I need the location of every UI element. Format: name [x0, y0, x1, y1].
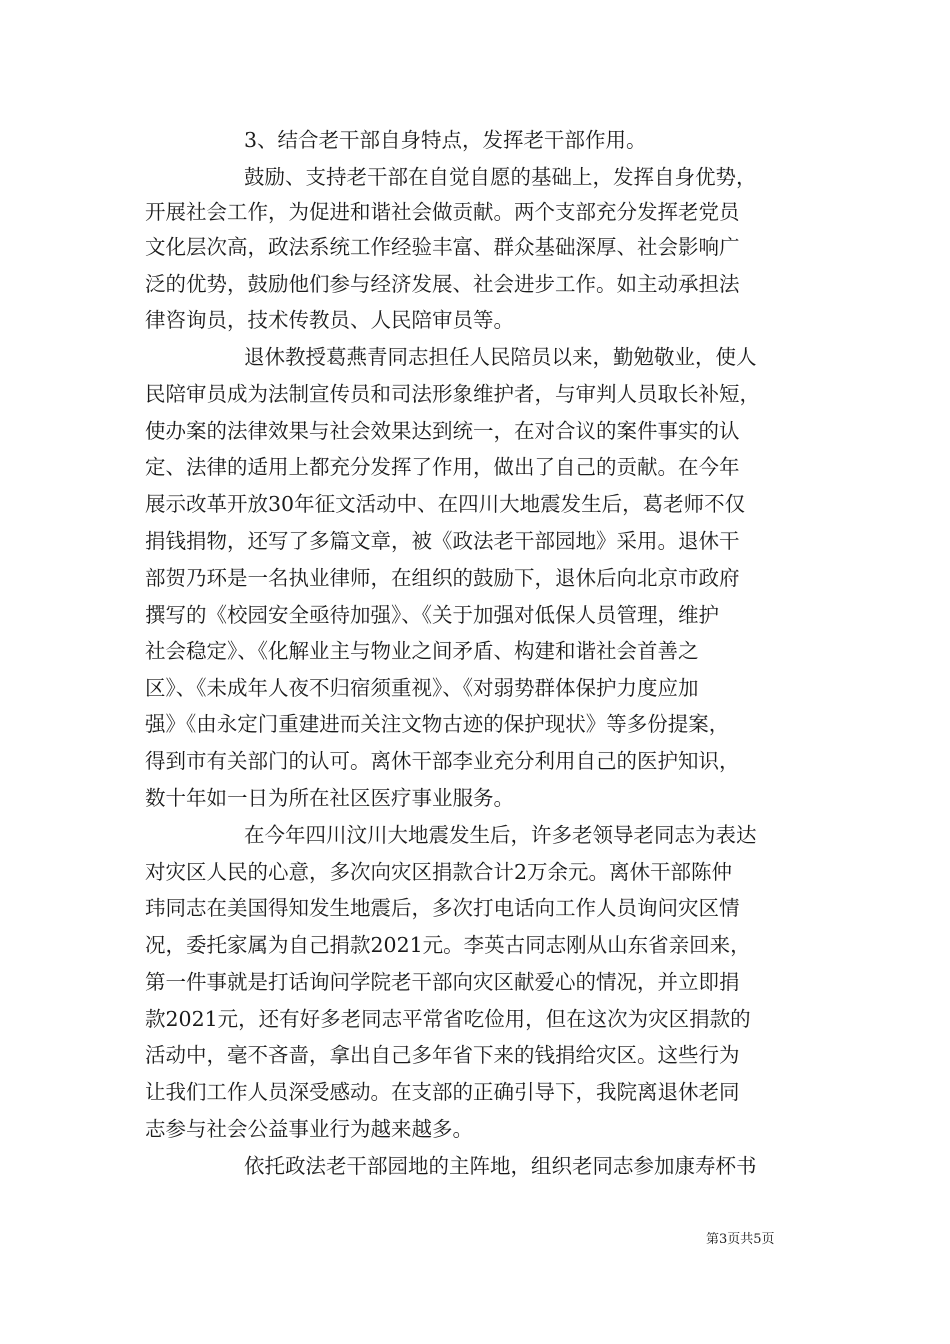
paragraph-line: 活动中，毫不吝啬，拿出自己多年省下来的钱捐给灾区。这些行为 — [145, 1043, 740, 1067]
paragraph-line: 得到市有关部门的认可。离休干部李业充分利用自己的医护知识， — [145, 749, 740, 773]
paragraph-line: 定、法律的适用上都充分发挥了作用，做出了自己的贡献。在今年 — [145, 455, 740, 479]
paragraph-line: 退休教授葛燕青同志担任人民陪员以来，勤勉敬业，使人 — [244, 345, 757, 369]
paragraph-line: 部贺乃环是一名执业律师，在组织的鼓励下，退休后向北京市政府 — [145, 566, 740, 590]
paragraph-line: 展示改革开放30年征文活动中、在四川大地震发生后，葛老师不仅 — [145, 492, 746, 516]
paragraph-line: 让我们工作人员深受感动。在支部的正确引导下，我院离退休老同 — [145, 1080, 740, 1104]
paragraph-line: 捐钱捐物，还写了多篇文章，被《政法老干部园地》采用。退休干 — [145, 529, 740, 553]
paragraph-line: 况，委托家属为自己捐款2021元。李英古同志刚从山东省亲回来， — [145, 933, 751, 957]
paragraph-line: 对灾区人民的心意，多次向灾区捐款合计2万余元。离休干部陈仲 — [145, 860, 733, 884]
paragraph-line: 数十年如一日为所在社区医疗事业服务。 — [145, 786, 514, 810]
paragraph-line: 依托政法老干部园地的主阵地，组织老同志参加康寿杯书 — [244, 1154, 757, 1178]
paragraph-line: 社会稳定》、《化解业主与物业之间矛盾、构建和谐社会首善之 — [145, 639, 699, 663]
paragraph-line: 民陪审员成为法制宣传员和司法形象维护者，与审判人员取长补短， — [145, 382, 760, 406]
paragraph-line: 强》《由永定门重建进而关注文物古迹的保护现状》等多份提案， — [145, 712, 730, 736]
paragraph-line: 泛的优势，鼓励他们参与经济发展、社会进步工作。如主动承担法 — [145, 272, 740, 296]
paragraph-line: 使办案的法律效果与社会效果达到统一，在对合议的案件事实的认 — [145, 419, 740, 443]
paragraph-line: 在今年四川汶川大地震发生后，许多老领导老同志为表达 — [244, 823, 757, 847]
paragraph-line: 志参与社会公益事业行为越来越多。 — [145, 1117, 473, 1141]
paragraph-line: 开展社会工作，为促进和谐社会做贡献。两个支部充分发挥老党员 — [145, 200, 740, 224]
paragraph-line: 文化层次高，政法系统工作经验丰富、群众基础深厚、社会影响广 — [145, 235, 740, 259]
paragraph-line: 款2021元，还有好多老同志平常省吃俭用，但在这次为灾区捐款的 — [145, 1007, 751, 1031]
paragraph-line: 鼓励、支持老干部在自觉自愿的基础上，发挥自身优势， — [244, 165, 757, 189]
paragraph-line: 第一件事就是打话询问学院老干部向灾区献爱心的情况，并立即捐 — [145, 970, 740, 994]
paragraph-line: 玮同志在美国得知发生地震后，多次打电话向工作人员询问灾区情 — [145, 896, 740, 920]
paragraph-line: 区》、《未成年人夜不归宿须重视》、《对弱势群体保护力度应加 — [145, 676, 699, 700]
section-heading: 3、结合老干部自身特点，发挥老干部作用。 — [244, 128, 647, 152]
paragraph-line: 撰写的《校园安全亟待加强》、《关于加强对低保人员管理，维护 — [145, 603, 719, 627]
page-number-footer: 第3页共5页 — [706, 1232, 775, 1247]
paragraph-line: 律咨询员，技术传教员、人民陪审员等。 — [145, 308, 514, 332]
